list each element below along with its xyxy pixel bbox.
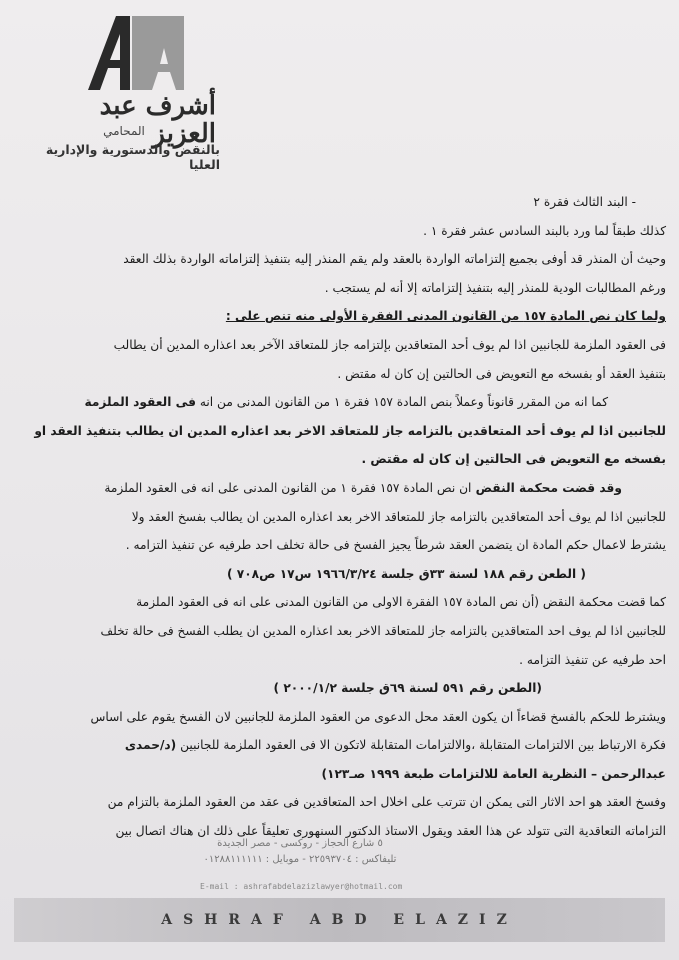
section-heading: - البند الثالث فقرة ٢ — [533, 195, 636, 209]
lawyer-title: المحامي — [103, 124, 145, 138]
letter-body — [32, 188, 666, 846]
body-line: للجانبين اذا لم يوف أحد المتعاقدين بالتزامه جاز للمتعاقد الاخر بعد اعذاره المدين ان يطالب بفسخ العقد ولا — [131, 509, 666, 524]
body-line: يشترط لاعمال حكم المادة ان يتضمن العقد شرطاً يجيز الفسخ فى حالة تخلف احد طرفيه عن تنفيذ التزامه . — [125, 538, 666, 553]
article-heading: ولما كان نص المادة ١٥٧ من القانون المدنى الفقرة الأولى منه تنص على : — [225, 309, 666, 324]
body-line: وحيث أن المنذر قد أوفى بجميع إلتزاماته الواردة بالعقد ولم يقم المنذر إليه بتنفيذ إلتزاماته الواردة بذلك العقد — [123, 252, 666, 267]
footer-address: ٥ شارع الحجاز - روكسى - مصر الجديدة — [217, 838, 383, 849]
body-line: بفسخه مع التعويض فى الحالتين إن كان له مقتض . — [361, 452, 666, 467]
body-line: كذلك طبقاً لما ورد بالبند السادس عشر فقرة ١ . — [423, 223, 666, 238]
banner-name: ASHRAF ABD ELAZIZ — [161, 912, 518, 928]
body-line: وفسخ العقد هو احد الاثار التى يمكن ان تترتب على اخلال احد المتعاقدين فى عقد من العقود الملزمة بالتزام من — [107, 795, 666, 810]
body-line: ورغم المطالبات الودية للمنذر إليه بتنفيذ إلتزاماته إلا أنه لم يستجب . — [324, 280, 666, 295]
body-line: التزاماته التعاقدية التى تتولد عن هذا العقد ويقول الاستاذ الدكتور السنهورى تعليقاً على ذلك ان هناك اتصال بين — [115, 824, 666, 839]
body-line: كما قضت محكمة النقض (أن نص المادة ١٥٧ الفقرة الاولى من القانون المدنى على انه فى العقود الملزمة — [136, 595, 666, 610]
body-line — [32, 474, 666, 503]
body-line — [32, 388, 666, 417]
body-span-bold: فى العقود الملزمة — [84, 395, 196, 410]
body-line: ويشترط للحكم بالفسخ قضاءاً ان يكون العقد محل الدعوى من العقود الملزمة للجانبين لان الفسخ يقوم على اساس — [90, 709, 666, 724]
body-line: فى العقود الملزمة للجانبين اذا لم يوف أحد المتعاقدين بإلتزامه جاز للمتعاقد الآخر بعد اعذاره المدين أن يطالب — [113, 337, 666, 352]
body-line: احد طرفيه عن تنفيذ التزامه . — [519, 652, 666, 667]
citation: عبدالرحمن – النظرية العامة للالتزامات طبعة ١٩٩٩ صـ١٢٣) — [321, 766, 666, 781]
footer-phones: تليفاكس : ٢٢٥٩٣٧٠٤ - موبايل : ٠١٢٨٨١١١١١١ — [203, 854, 397, 865]
body-span-bold: وقد قضت محكمة النقض — [471, 480, 622, 495]
body-line: للجانبين اذا لم يوف احد المتعاقدين بالتزامه جاز للمتعاقد الاخر بعد اعذاره المدين ان يطلب الفسخ فى حالة تخلف — [100, 623, 666, 638]
lawyer-specialty: بالنقض والدستورية والإدارية العليا — [45, 142, 220, 172]
citation: (الطعن رقم ٥٩١ لسنة ٦٩ق جلسة ٢٠٠٠/١/٢ ) — [273, 681, 542, 696]
footer — [0, 838, 679, 898]
footer-banner — [14, 898, 665, 942]
logo-aa-icon — [86, 12, 186, 92]
body-span: كما انه من المقرر قانوناً وعملاً بنص المادة ١٥٧ فقرة ١ من القانون المدنى من انه — [195, 395, 608, 410]
citation: ( الطعن رقم ١٨٨ لسنة ٣٣ق جلسة ١٩٦٦/٣/٢٤ س١٧ ص٧٠٨ ) — [226, 566, 586, 581]
footer-email: E-mail : ashrafabdelazizlawyer@hotmail.com — [200, 882, 403, 891]
body-span-bold: (د/حمدى — [124, 738, 177, 753]
body-line: للجانبين اذا لم يوف أحد المتعاقدين بالتزامه جاز للمتعاقد الاخر بعد اعذاره المدين ان يطالب بتنفيذ العقد او — [34, 423, 666, 438]
body-line: بتنفيذ العقد أو بفسخه مع التعويض فى الحالتين إن كان له مقتض . — [337, 366, 666, 381]
lawyer-name: أشرف عبد العزيز — [99, 91, 216, 149]
body-line — [32, 731, 666, 760]
body-span: ان نص المادة ١٥٧ فقرة ١ من القانون المدنى على انه فى العقود الملزمة — [104, 480, 472, 495]
body-span: فكرة الارتباط بين الالتزامات المتقابلة ،والالتزامات المتقابلة لاتكون الا فى العقود الملزمة للجانبين — [176, 738, 666, 753]
